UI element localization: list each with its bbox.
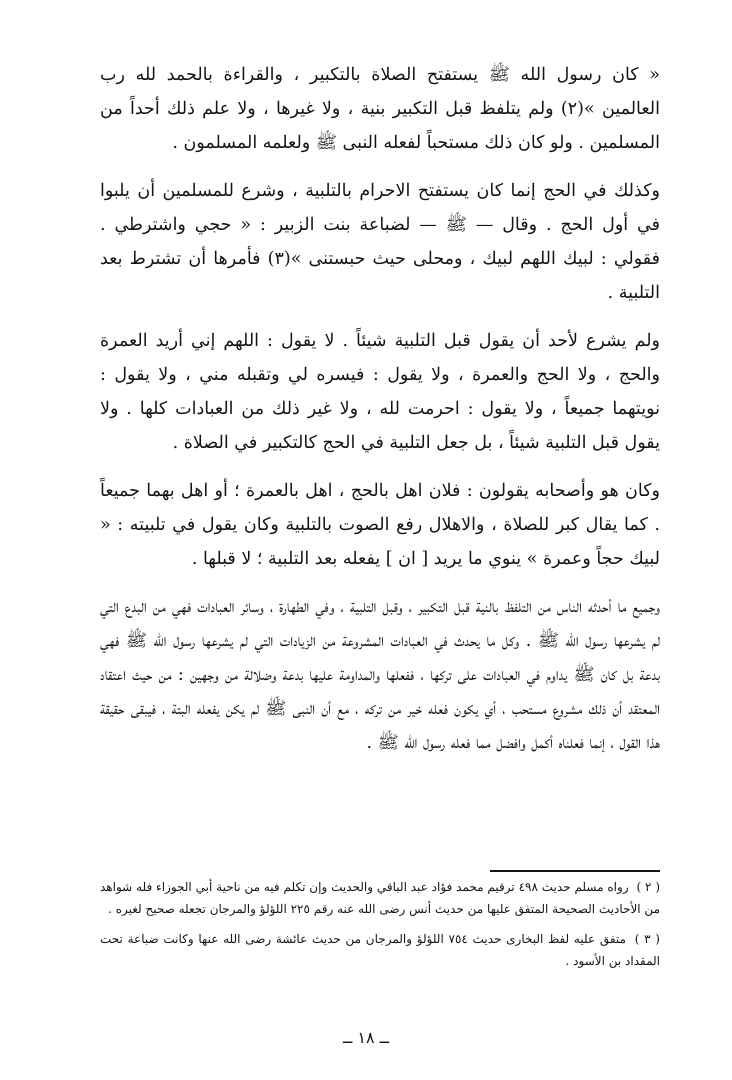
paragraph-5: وجميع ما أحدثه الناس من التلفظ بالنية قبل التكبير ، وقبل التلبية ، وفي الطهارة ، وسائر العبادات فهي من البدع التي لم يشرعها رسول الله ﷺ . وكل ما يحدث في العبادات المشروعة من الزيادات التي لم يشرعها رسول الله ﷺ فهي بدعة بل كان ﷺ يداوم في العبادات على تركها ، ففعلها والمداومة عليها بدعة وضلالة من وجهين : من حيث اعتقاد المعتقد أن ذلك مشروع مستحب ، أي يكون فعله خير من تركه ، مع أن النبى ﷺ لم يكن يفعله البتة ، فيبقى حقيقة هذا القول ، إنما فعلناه أكمل وافضل مما فعله رسول الله ﷺ . [100,597,660,753]
main-text [100,58,660,760]
page-number: ــ ١٨ ــ [342,1028,390,1047]
footnote-separator [490,870,660,872]
paragraph-3: ولم يشرع لأحد أن يقول قبل التلبية شيئاً . لا يقول : اللهم إني أريد العمرة والحج ، ولا الحج والعمرة ، ولا يقول : فيسره لي وتقبله مني ، ولا يقول : نويتهما جميعاً ، ولا يقول : احرمت لله ، ولا غير ذلك من العبادات كلها . ولا يقول قبل التلبية شيئاً ، بل جعل التلبية في الحج كالتكبير في الصلاة . [100,331,660,453]
footnotes [100,876,660,972]
footnote-3 [100,928,660,972]
paragraph-1: « كان رسول الله ﷺ يستفتح الصلاة بالتكبير ، والقراءة بالحمد لله رب العالمين »(٢) ولم يتلفظ قبل التكبير بنية ، ولا غيرها ، ولا علم ذلك أحداً من المسلمين . ولو كان ذلك مستحباً لفعله النبى ﷺ ولعلمه المسلمون . [100,65,660,153]
footnote-number: ( ٣ ) [634,932,660,946]
footnote-number: ( ٢ ) [636,880,661,894]
footnote-text: رواه مسلم حديث ٤٩٨ ترقيم محمد فؤاد عبد الباقي والحديث وإن تكلم فيه من ناحية أبي الجوزاء فله شواهد من الأحاديث الصحيحة المتفق عليها من حديث أنس رضى الله عنه رقم ٢٢٥ اللؤلؤ والمرجان تجعله صحيح لغيره . [100,880,660,916]
footnote-text: متفق عليه لفظ البخارى حديث ٧٥٤ اللؤلؤ والمرجان من حديث عائشة رضى الله عنها وكانت ضباعة تحت المقداد بن الأسود . [100,932,660,968]
paragraph-4: وكان هو وأصحابه يقولون : فلان اهل بالحج ، اهل بالعمرة ؛ أو اهل بهما جميعاً . كما يقال كبر للصلاة ، والاهلال رفع الصوت بالتلبية وكان يقول في تلبيته : « لبيك حجاً وعمرة » ينوي ما يريد [ ان ] يفعله بعد التلبية ؛ لا قبلها . [100,481,660,569]
footnote-2 [100,876,660,920]
paragraph-2: وكذلك في الحج إنما كان يستفتح الاحرام بالتلبية ، وشرع للمسلمين أن يلبوا في أول الحج . وقال — ﷺ — لضباعة بنت الزبير : « حجي واشترطي . فقولي : لبيك اللهم لبيك ، ومحلى حيث حبستنى »(٣) فأمرها أن تشترط بعد التلبية . [100,181,660,303]
